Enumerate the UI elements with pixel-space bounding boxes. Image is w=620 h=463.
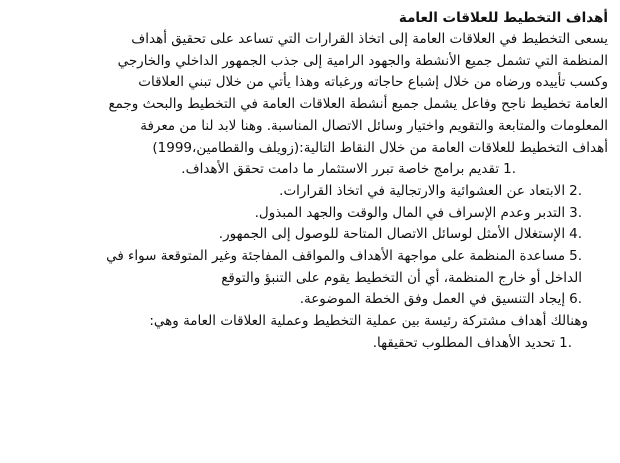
intro-line: المنظمة التي تشمل جميع الأنشطة والجهود الرامية إلى جذب الجمهور الداخلي والخارجي — [117, 52, 608, 69]
goal-number: 6. — [569, 291, 582, 308]
goal-text: تقديم برامج خاصة تبرر الاستثمار ما دامت تحقق الأهداف. — [181, 161, 500, 178]
goal-item — [14, 159, 608, 181]
intro-paragraph — [14, 29, 608, 159]
goal-item — [14, 289, 608, 311]
intro-line: وكسب تأييده ورضاه من خلال إشباع حاجاته ورغباته وهذا يأتي من خلال تبني العلاقات — [138, 74, 608, 91]
goal-item — [14, 246, 608, 268]
shared-goal-text: تحديد الأهداف المطلوب تحقيقها. — [372, 334, 556, 351]
goal-text: الإستغلال الأمثل لوسائل الاتصال المتاحة للوصول إلى الجمهور. — [218, 226, 566, 243]
goal-number: 3. — [569, 204, 582, 221]
shared-goals-intro: وهنالك أهداف مشتركة رئيسة بين عملية التخطيط وعملية العلاقات العامة وهي: — [149, 313, 588, 330]
goal-text: التدبر وعدم الإسراف في المال والوقت والجهد المبذول. — [254, 204, 566, 221]
goal-item — [14, 224, 608, 246]
goal-item — [14, 203, 608, 225]
shared-goal-item — [14, 333, 608, 355]
intro-line: يسعى التخطيط في العلاقات العامة إلى اتخاذ القرارات التي تساعد على تحقيق أهداف — [131, 31, 608, 47]
goal-continuation: الداخل أو خارج المنظمة، أي أن التخطيط يقوم على التنبؤ والتوقع — [221, 269, 582, 286]
goal-number: 2. — [569, 182, 582, 199]
section-heading: أهداف التخطيط للعلاقات العامة — [398, 10, 608, 26]
shared-goals-list — [14, 333, 608, 355]
goal-item — [14, 181, 608, 203]
intro-line: أهداف التخطيط للعلاقات العامة من خلال النقاط التالية:(زويلف والقطامين،1999) — [152, 139, 608, 156]
goals-list — [14, 159, 608, 311]
goal-text: الابتعاد عن العشوائية والارتجالية في اتخاذ القرارات. — [279, 182, 566, 199]
goal-text: مساعدة المنظمة على مواجهة الأهداف والمواقف المفاجئة وغير المتوقعة سواء في — [106, 248, 566, 265]
goal-number: 4. — [569, 226, 582, 243]
shared-goal-number: 1. — [559, 334, 572, 351]
goal-text: إيجاد التنسيق في العمل وفق الخطة الموضوعة. — [299, 291, 566, 308]
goal-number: 5. — [569, 248, 582, 265]
goal-number: 1. — [503, 161, 516, 178]
intro-line: العامة تخطيط ناجح وفاعل يشمل جميع أنشطة العلاقات العامة في التخطيط والبحث وجمع — [108, 96, 608, 113]
intro-line: المعلومات والمتابعة والتقويم واختيار وسائل الاتصال المناسبة. وهنا لابد لنا من معرفة — [140, 117, 608, 134]
